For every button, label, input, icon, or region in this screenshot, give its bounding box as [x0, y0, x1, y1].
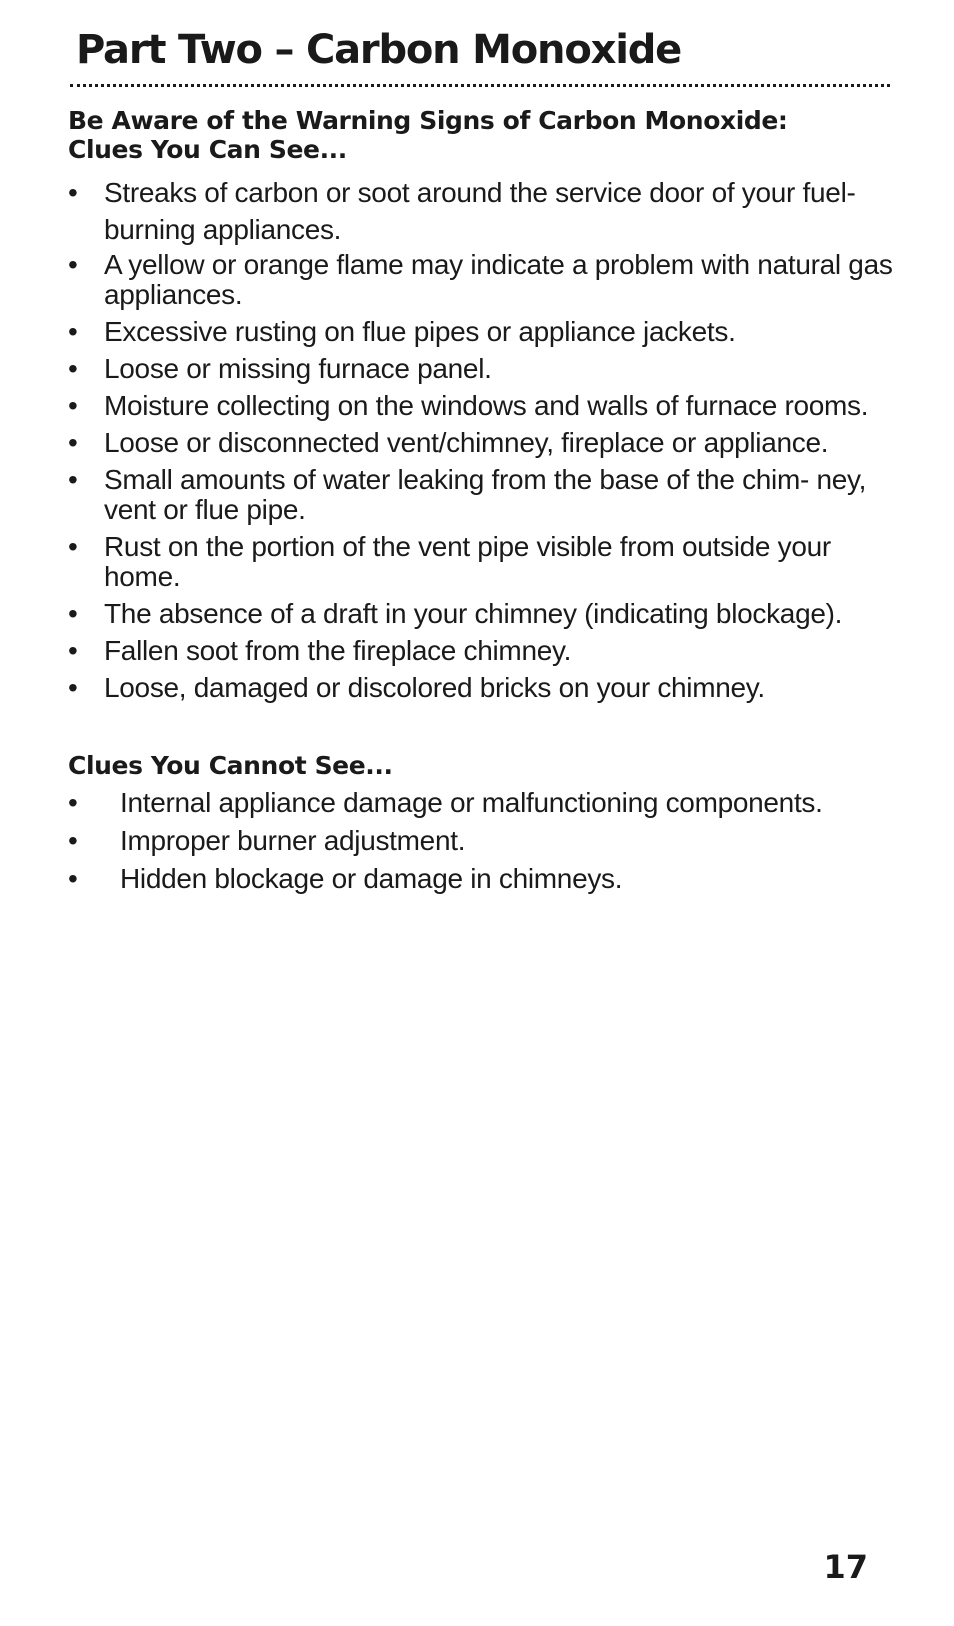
- list-item: [68, 317, 908, 347]
- bullet-icon: •: [68, 464, 78, 495]
- section-heading-warning-signs: [68, 106, 788, 164]
- list-item-text: Excessive rusting on flue pipes or appliance jackets.: [104, 316, 736, 347]
- bullet-icon: •: [68, 353, 78, 384]
- list-item-text: Internal appliance damage or malfunctioning components.: [120, 787, 823, 818]
- list-item: [68, 428, 908, 458]
- list-item-text: Loose, damaged or discolored bricks on your chimney.: [104, 672, 765, 703]
- dotted-divider: [70, 84, 890, 87]
- visible-clues-list: [68, 174, 908, 710]
- list-item-text: Loose or missing furnace panel.: [104, 353, 492, 384]
- bullet-icon: •: [68, 390, 78, 421]
- list-item: [68, 250, 908, 310]
- bullet-icon: •: [68, 177, 78, 208]
- list-item: [68, 174, 908, 248]
- bullet-icon: •: [68, 825, 78, 856]
- list-item: [68, 636, 908, 666]
- list-item-text: Loose or disconnected vent/chimney, fireplace or appliance.: [104, 427, 829, 458]
- list-item-text: Improper burner adjustment.: [120, 825, 466, 856]
- page-number: 17: [823, 1548, 868, 1586]
- list-item: [68, 864, 908, 894]
- list-item: [68, 826, 908, 856]
- section-heading-line-1: Be Aware of the Warning Signs of Carbon Monoxide:: [68, 106, 788, 135]
- list-item: [68, 673, 908, 703]
- bullet-icon: •: [68, 635, 78, 666]
- bullet-icon: •: [68, 427, 78, 458]
- list-item: [68, 354, 908, 384]
- list-item: [68, 599, 908, 629]
- section-heading-line-2: Clues You Can See...: [68, 135, 347, 164]
- list-item-text: Hidden blockage or damage in chimneys.: [120, 863, 623, 894]
- list-item: [68, 788, 908, 818]
- bullet-icon: •: [68, 863, 78, 894]
- bullet-icon: •: [68, 598, 78, 629]
- list-item: [68, 465, 908, 525]
- list-item: [68, 532, 908, 592]
- page-title: Part Two – Carbon Monoxide: [76, 27, 682, 73]
- bullet-icon: •: [68, 672, 78, 703]
- bullet-icon: •: [68, 249, 78, 280]
- list-item-text: Streaks of carbon or soot around the service door of your fuel-burning appliances.: [104, 177, 856, 245]
- bullet-icon: •: [68, 316, 78, 347]
- list-item: [68, 391, 908, 421]
- bullet-icon: •: [68, 531, 78, 562]
- list-item-text: Fallen soot from the fireplace chimney.: [104, 635, 572, 666]
- bullet-icon: •: [68, 787, 78, 818]
- list-item-text: The absence of a draft in your chimney (indicating blockage).: [104, 598, 843, 629]
- section-heading-hidden-clues: Clues You Cannot See...: [68, 751, 393, 780]
- list-item-text: Rust on the portion of the vent pipe visible from outside your home.: [104, 531, 831, 592]
- list-item-text: Small amounts of water leaking from the base of the chim- ney, vent or flue pipe.: [104, 464, 867, 525]
- list-item-text: A yellow or orange flame may indicate a problem with natural gas appliances.: [104, 249, 893, 310]
- list-item-text: Moisture collecting on the windows and walls of furnace rooms.: [104, 390, 869, 421]
- hidden-clues-list: [68, 788, 908, 902]
